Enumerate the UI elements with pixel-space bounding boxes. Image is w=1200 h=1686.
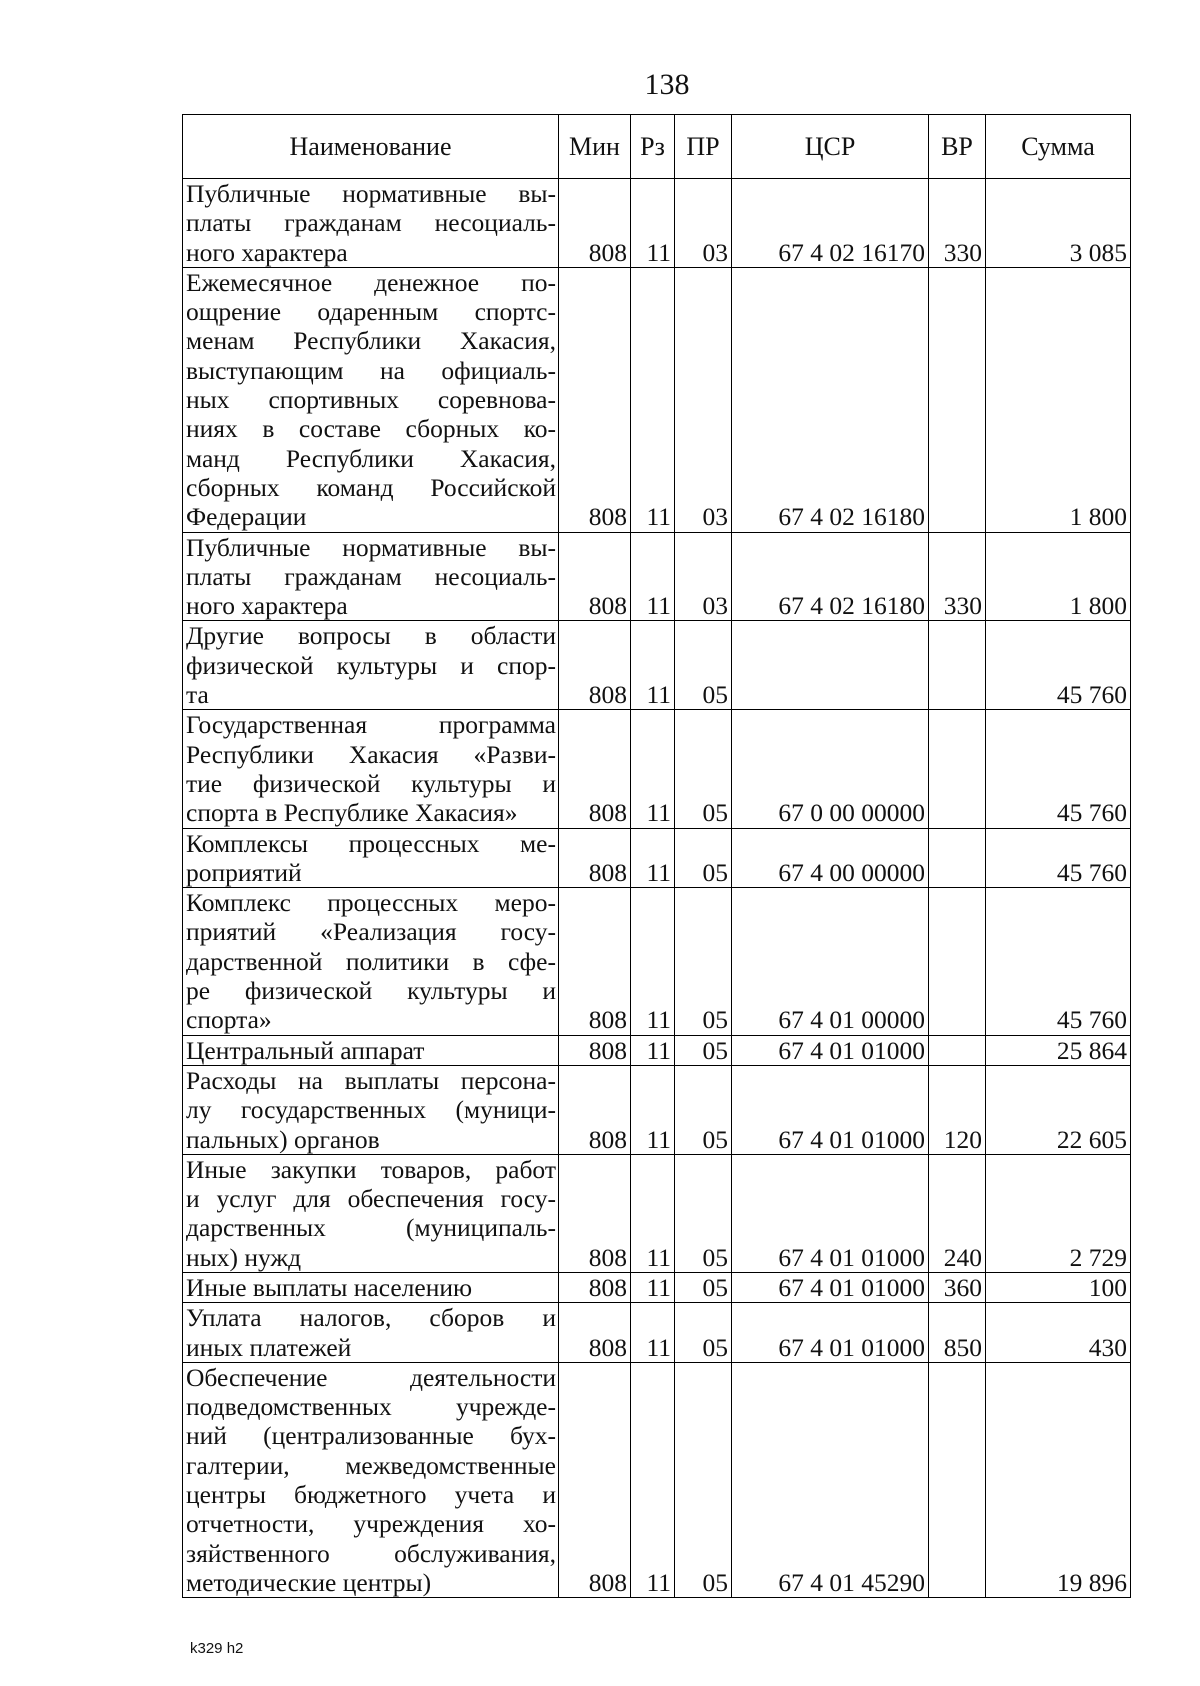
cell-vr	[929, 888, 986, 1035]
cell-min: 808	[559, 710, 631, 828]
cell-name	[183, 267, 559, 532]
table-header	[183, 115, 1131, 179]
cell-min: 808	[559, 1065, 631, 1154]
cell-name	[183, 621, 559, 710]
cell-name-line: спорта в Республике Хакасия»	[186, 798, 518, 828]
cell-min: 808	[559, 267, 631, 532]
cell-name-line: сборных команд Российской	[186, 472, 556, 502]
header-sum: Сумма	[986, 115, 1131, 179]
cell-name	[183, 1303, 559, 1363]
cell-pr: 05	[675, 1154, 732, 1272]
cell-vr: 330	[929, 532, 986, 621]
cell-min: 808	[559, 828, 631, 888]
cell-csr: 67 4 01 00000	[732, 888, 929, 1035]
cell-rz: 11	[631, 1035, 675, 1065]
budget-table	[182, 114, 1131, 1598]
cell-name-line: платы гражданам несоциаль-	[186, 208, 556, 238]
cell-pr: 05	[675, 1035, 732, 1065]
cell-name-line: Республики Хакасия «Разви-	[186, 739, 556, 769]
cell-name-line: Обеспечение деятельности	[186, 1362, 556, 1392]
cell-vr	[929, 710, 986, 828]
table-row	[183, 532, 1131, 621]
table-row	[183, 1065, 1131, 1154]
table-row	[183, 710, 1131, 828]
cell-rz: 11	[631, 1065, 675, 1154]
cell-sum: 19 896	[986, 1362, 1131, 1597]
header-row	[183, 115, 1131, 179]
header-name: Наименование	[183, 115, 559, 179]
cell-name-line: зяйственного обслуживания,	[186, 1538, 556, 1568]
table-row	[183, 1303, 1131, 1363]
page-number: 138	[644, 68, 690, 101]
cell-name-line: платы гражданам несоциаль-	[186, 561, 556, 591]
cell-sum: 1 800	[986, 532, 1131, 621]
cell-sum: 430	[986, 1303, 1131, 1363]
cell-vr: 850	[929, 1303, 986, 1363]
cell-name	[183, 828, 559, 888]
cell-pr: 03	[675, 267, 732, 532]
cell-csr: 67 4 02 16180	[732, 532, 929, 621]
cell-name-line: Государственная программа	[186, 710, 556, 740]
cell-name-line: лу государственных (муници-	[186, 1095, 556, 1125]
cell-name	[183, 1272, 559, 1302]
cell-csr: 67 4 01 01000	[732, 1065, 929, 1154]
cell-csr: 67 0 00 00000	[732, 710, 929, 828]
cell-min: 808	[559, 1272, 631, 1302]
table-body	[183, 179, 1131, 1598]
cell-pr: 05	[675, 710, 732, 828]
cell-name-line: Комплекс процессных меро-	[186, 888, 556, 918]
cell-name	[183, 532, 559, 621]
cell-pr: 03	[675, 532, 732, 621]
cell-name-line: менам Республики Хакасия,	[186, 326, 556, 356]
cell-vr	[929, 621, 986, 710]
cell-name-line: манд Республики Хакасия,	[186, 443, 556, 473]
cell-csr: 67 4 02 16180	[732, 267, 929, 532]
cell-rz: 11	[631, 1154, 675, 1272]
cell-sum: 2 729	[986, 1154, 1131, 1272]
cell-csr: 67 4 02 16170	[732, 179, 929, 268]
cell-vr	[929, 828, 986, 888]
cell-name-line: Комплексы процессных ме-	[186, 828, 556, 858]
cell-name-line: Иные закупки товаров, работ	[186, 1154, 556, 1184]
cell-name-line: та	[186, 680, 209, 710]
cell-name-line: приятий «Реализация госу-	[186, 917, 556, 947]
cell-name-line: дарственной политики в сфе-	[186, 946, 556, 976]
table-row	[183, 179, 1131, 268]
cell-csr: 67 4 00 00000	[732, 828, 929, 888]
cell-name	[183, 1035, 559, 1065]
cell-rz: 11	[631, 179, 675, 268]
cell-csr: 67 4 01 01000	[732, 1303, 929, 1363]
cell-vr: 240	[929, 1154, 986, 1272]
cell-name-line: Уплата налогов, сборов и	[186, 1303, 556, 1333]
cell-name	[183, 1065, 559, 1154]
cell-name-line: ре физической культуры и	[186, 976, 556, 1006]
cell-name-line: Другие вопросы в области	[186, 621, 556, 651]
cell-name	[183, 888, 559, 1035]
cell-csr: 67 4 01 01000	[732, 1035, 929, 1065]
cell-name-line: Расходы на выплаты персона-	[186, 1065, 556, 1095]
cell-sum: 100	[986, 1272, 1131, 1302]
cell-rz: 11	[631, 267, 675, 532]
cell-name-line: ных) нужд	[186, 1242, 302, 1272]
cell-name-line: ний (централизованные бух-	[186, 1421, 556, 1451]
cell-name-line: Иные выплаты населению	[186, 1272, 473, 1302]
table-row	[183, 1272, 1131, 1302]
cell-sum: 3 085	[986, 179, 1131, 268]
cell-vr	[929, 1035, 986, 1065]
cell-name-line: роприятий	[186, 857, 302, 887]
cell-sum: 45 760	[986, 888, 1131, 1035]
cell-name-line: ных спортивных соревнова-	[186, 385, 556, 415]
cell-name-line: методические центры)	[186, 1567, 432, 1597]
cell-vr: 120	[929, 1065, 986, 1154]
cell-pr: 05	[675, 621, 732, 710]
table-row	[183, 267, 1131, 532]
cell-name-line: галтерии, межведомственные	[186, 1450, 556, 1480]
cell-pr: 05	[675, 1065, 732, 1154]
table-row	[183, 1154, 1131, 1272]
cell-name-line: спорта»	[186, 1005, 272, 1035]
cell-name-line: ного характера	[186, 237, 348, 267]
cell-name-line: Центральный аппарат	[186, 1035, 425, 1065]
cell-rz: 11	[631, 621, 675, 710]
cell-vr	[929, 267, 986, 532]
cell-name-line: тие физической культуры и	[186, 768, 556, 798]
table-row	[183, 888, 1131, 1035]
cell-min: 808	[559, 179, 631, 268]
cell-min: 808	[559, 888, 631, 1035]
header-min: Мин	[559, 115, 631, 179]
table-row	[183, 1035, 1131, 1065]
cell-min: 808	[559, 1362, 631, 1597]
table-row	[183, 621, 1131, 710]
cell-name-line: ного характера	[186, 591, 348, 621]
cell-vr: 360	[929, 1272, 986, 1302]
cell-rz: 11	[631, 710, 675, 828]
cell-name-line: и услуг для обеспечения госу-	[186, 1184, 556, 1214]
cell-name-line: пальных) органов	[186, 1124, 380, 1154]
cell-pr: 05	[675, 1303, 732, 1363]
cell-rz: 11	[631, 828, 675, 888]
cell-name-line: Федерации	[186, 502, 307, 532]
cell-name-line: физической культуры и спор-	[186, 650, 556, 680]
cell-csr: 67 4 01 45290	[732, 1362, 929, 1597]
cell-rz: 11	[631, 1303, 675, 1363]
cell-min: 808	[559, 1303, 631, 1363]
cell-csr	[732, 621, 929, 710]
header-csr: ЦСР	[732, 115, 929, 179]
cell-name-line: центры бюджетного учета и	[186, 1480, 556, 1510]
cell-pr: 05	[675, 1362, 732, 1597]
cell-name	[183, 1362, 559, 1597]
footer-code: k329 h2	[190, 1640, 244, 1657]
cell-min: 808	[559, 1154, 631, 1272]
cell-name-line: отчетности, учреждения хо-	[186, 1509, 556, 1539]
cell-csr: 67 4 01 01000	[732, 1272, 929, 1302]
table-row	[183, 828, 1131, 888]
cell-rz: 11	[631, 532, 675, 621]
cell-name-line: дарственных (муниципаль-	[186, 1213, 556, 1243]
header-pr: ПР	[675, 115, 732, 179]
cell-sum: 1 800	[986, 267, 1131, 532]
header-vr: ВР	[929, 115, 986, 179]
cell-name-line: выступающим на официаль-	[186, 355, 556, 385]
table-row	[183, 1362, 1131, 1597]
cell-name-line: Ежемесячное денежное по-	[186, 267, 556, 297]
cell-pr: 05	[675, 888, 732, 1035]
cell-name-line: ниях в составе сборных ко-	[186, 414, 556, 444]
cell-sum: 45 760	[986, 828, 1131, 888]
cell-min: 808	[559, 1035, 631, 1065]
cell-vr	[929, 1362, 986, 1597]
cell-csr: 67 4 01 01000	[732, 1154, 929, 1272]
cell-name-line: Публичные нормативные вы-	[186, 179, 556, 208]
cell-rz: 11	[631, 1362, 675, 1597]
cell-name	[183, 710, 559, 828]
cell-min: 808	[559, 532, 631, 621]
cell-pr: 05	[675, 1272, 732, 1302]
cell-pr: 03	[675, 179, 732, 268]
cell-sum: 25 864	[986, 1035, 1131, 1065]
cell-pr: 05	[675, 828, 732, 888]
cell-sum: 45 760	[986, 621, 1131, 710]
cell-min: 808	[559, 621, 631, 710]
cell-rz: 11	[631, 888, 675, 1035]
cell-rz: 11	[631, 1272, 675, 1302]
cell-name-line: ощрение одаренным спортс-	[186, 297, 556, 327]
header-rz: Рз	[631, 115, 675, 179]
cell-name	[183, 179, 559, 268]
cell-name	[183, 1154, 559, 1272]
cell-name-line: иных платежей	[186, 1332, 352, 1362]
cell-sum: 22 605	[986, 1065, 1131, 1154]
cell-name-line: Публичные нормативные вы-	[186, 532, 556, 562]
cell-vr: 330	[929, 179, 986, 268]
cell-name-line: подведомственных учрежде-	[186, 1392, 556, 1422]
cell-sum: 45 760	[986, 710, 1131, 828]
